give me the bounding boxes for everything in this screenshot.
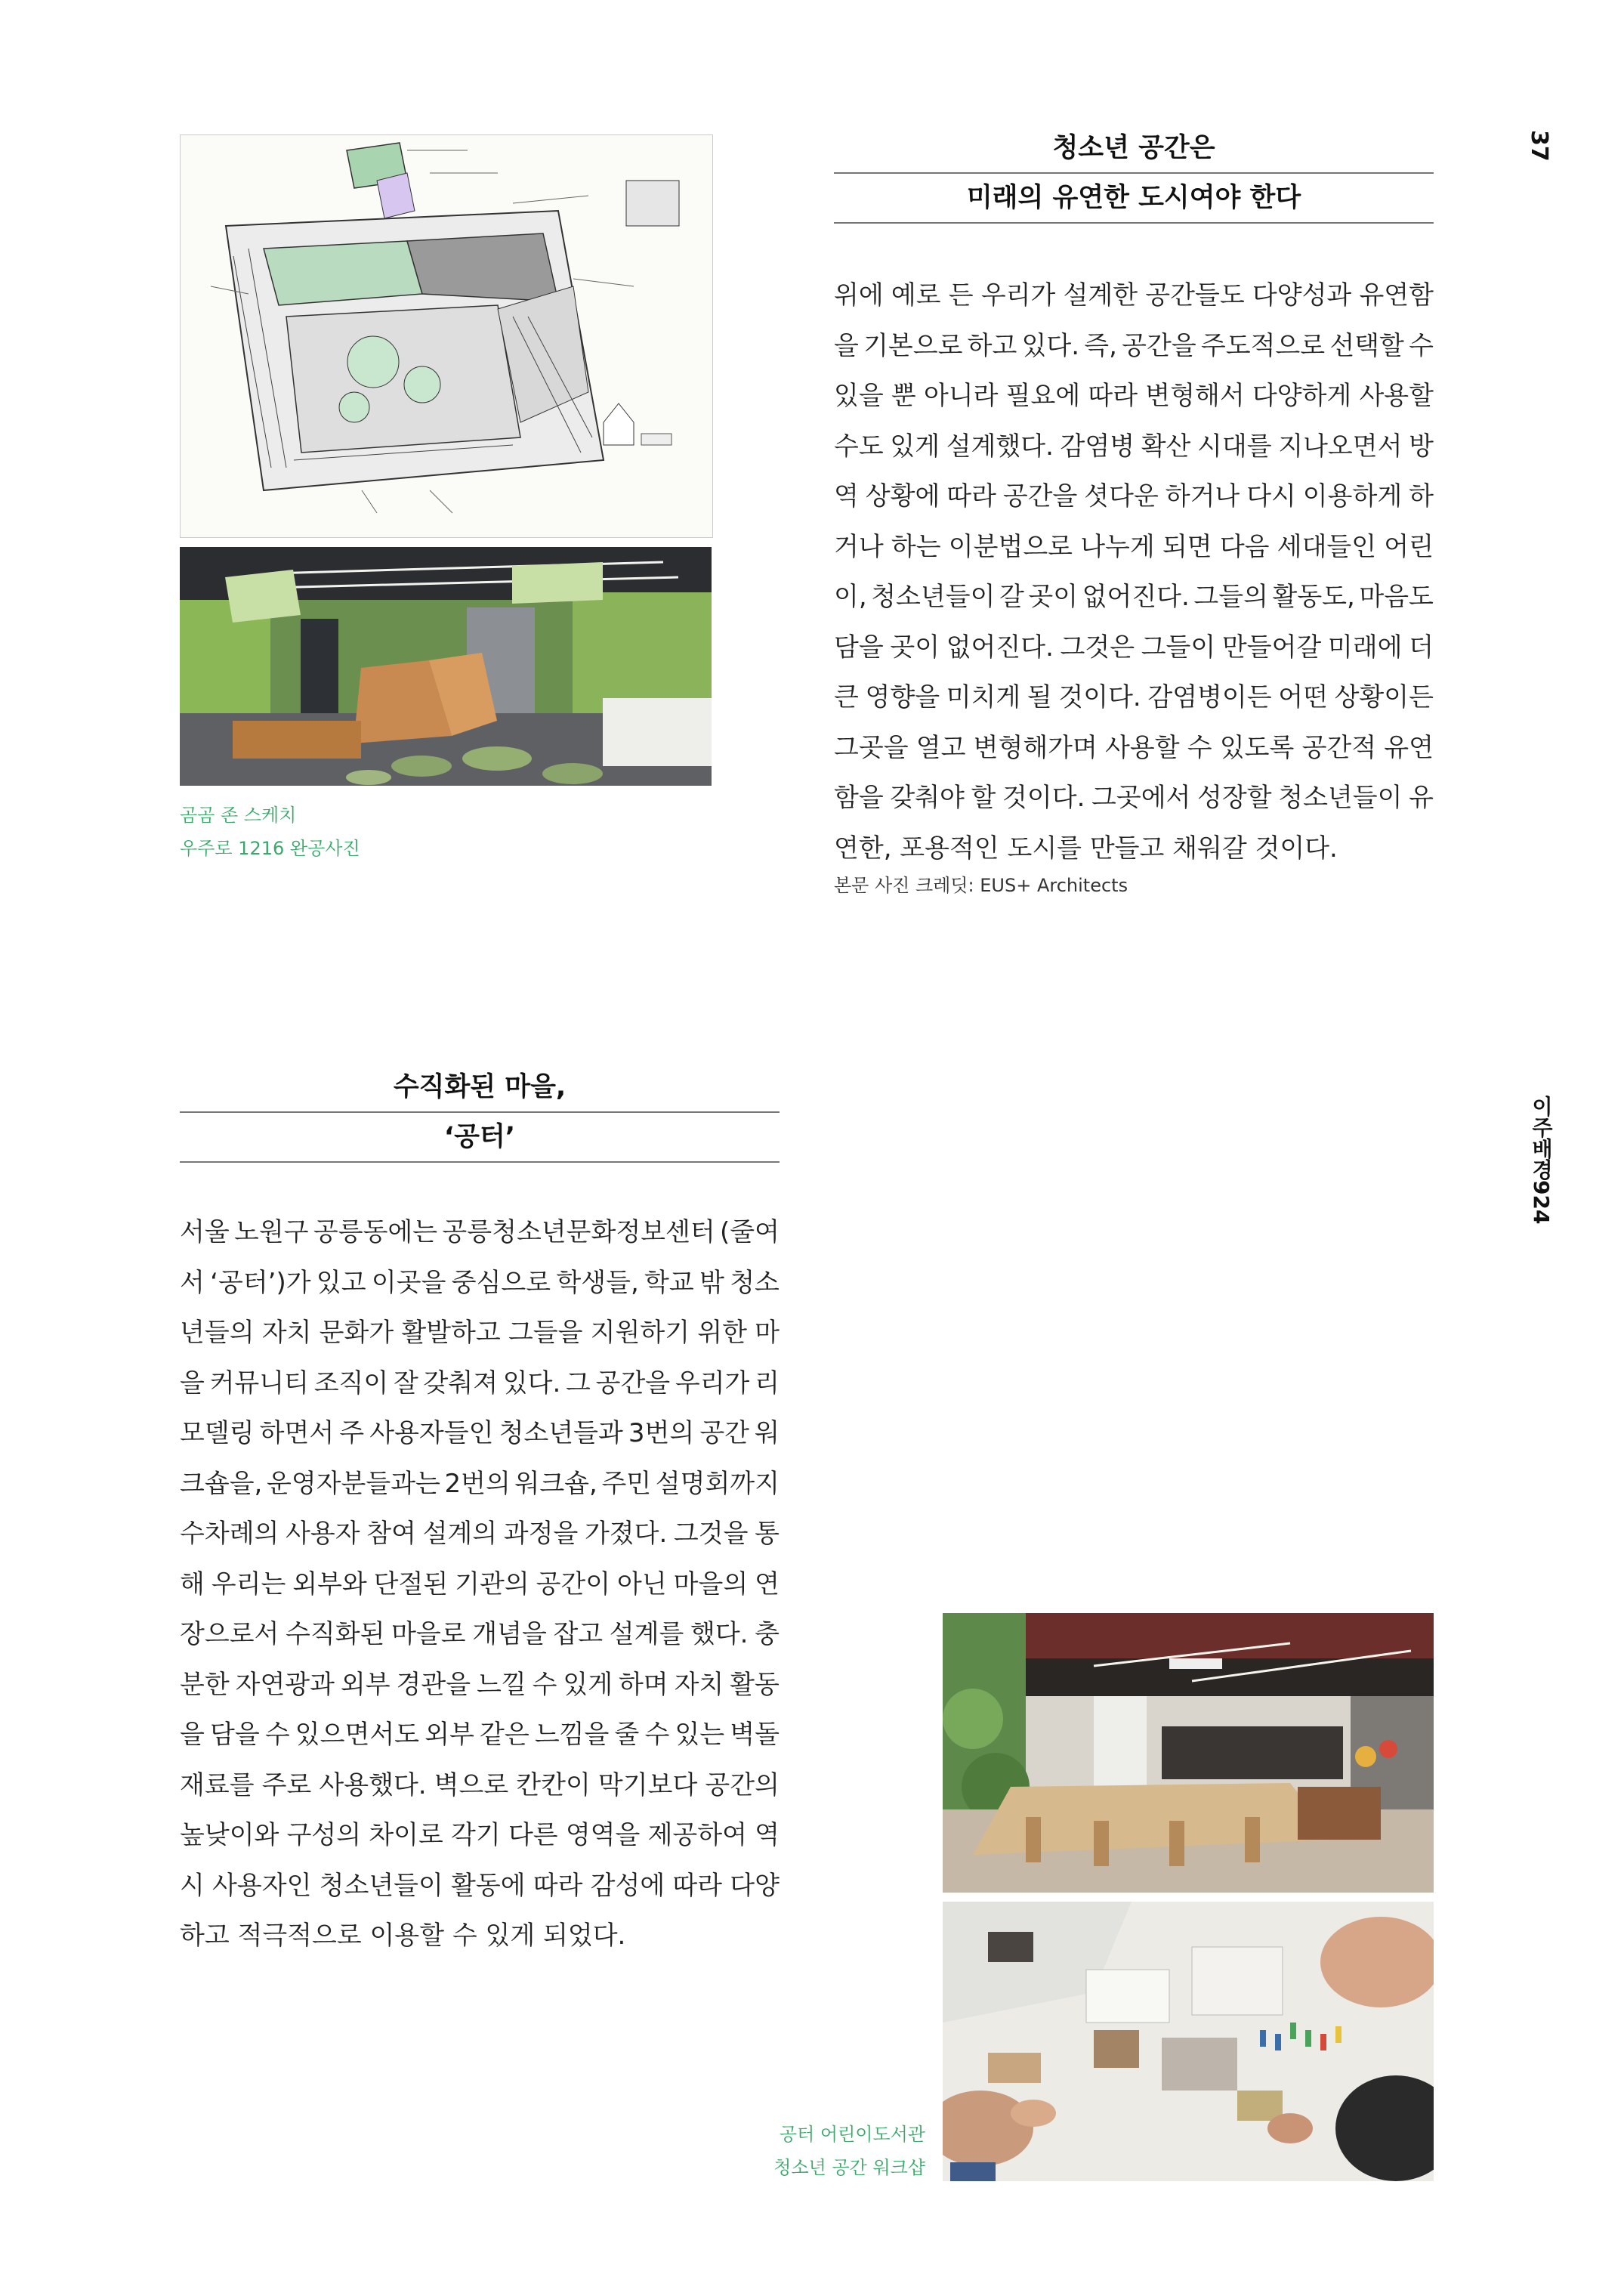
paragraph-line: 크숍을, 운영자분들과는 2번의 워크숍, 주민 설명회까지 bbox=[180, 1468, 780, 1499]
paragraph-line: 함을 갖춰야 할 것이다. 그곳에서 성장할 청소년들이 유 bbox=[834, 783, 1434, 813]
paragraph-line: 재료를 주로 사용했다. 벽으로 칸칸이 막기보다 공간의 bbox=[180, 1769, 780, 1800]
paragraph-line: 을 기본으로 하고 있다. 즉, 공간을 주도적으로 선택할 수 bbox=[834, 330, 1434, 361]
paragraph-line: 모델링 하면서 주 사용자들인 청소년들과 3번의 공간 워 bbox=[180, 1418, 780, 1448]
library-photo bbox=[943, 1613, 1434, 1893]
bottom-left-heading bbox=[180, 1063, 780, 1163]
caption-line: 곰곰 존 스케치 bbox=[180, 805, 297, 826]
page-number: 37 bbox=[1526, 130, 1552, 162]
paragraph-line: 분한 자연광과 외부 경관을 느낄 수 있게 하며 자치 활동 bbox=[180, 1669, 780, 1700]
paragraph-line: 높낮이와 구성의 차이로 각기 다른 영역을 제공하여 역 bbox=[180, 1820, 780, 1850]
paragraph-line: 그곳을 열고 변형해가며 사용할 수 있도록 공간적 유연 bbox=[834, 732, 1434, 763]
top-left-caption bbox=[180, 799, 360, 865]
bottom-left-paragraph bbox=[180, 1207, 780, 1961]
paragraph-line: 장으로서 수직화된 마을로 개념을 잡고 설계를 했다. 충 bbox=[180, 1619, 780, 1649]
paragraph-line: 수차례의 사용자 참여 설계의 과정을 가졌다. 그것을 통 bbox=[180, 1519, 780, 1549]
caption-line: 공터 어린이도서관 bbox=[779, 2124, 925, 2145]
top-right-paragraph bbox=[834, 270, 1434, 873]
heading-line: ‘공터’ bbox=[180, 1113, 780, 1163]
sketch-image bbox=[180, 134, 713, 538]
top-right-heading bbox=[834, 124, 1434, 224]
paragraph-line: 년들의 자치 문화가 활발하고 그들을 지원하기 위한 마 bbox=[180, 1318, 780, 1348]
paragraph-line: 수도 있게 설계했다. 감염병 확산 시대를 지나오면서 방 bbox=[834, 431, 1434, 462]
heading-line: 청소년 공간은 bbox=[834, 124, 1434, 174]
paragraph-line: 연한, 포용적인 도시를 만들고 채워갈 것이다. bbox=[834, 833, 1338, 864]
caption-line: 우주로 1216 완공사진 bbox=[180, 838, 360, 859]
paragraph-line: 위에 예로 든 우리가 설계한 공간들도 다양성과 유연함 bbox=[834, 280, 1434, 311]
paragraph-line: 해 우리는 외부와 단절된 기관의 공간이 아닌 마을의 연 bbox=[180, 1568, 780, 1599]
paragraph-line: 거나 하는 이분법으로 나누게 되면 다음 세대들인 어린 bbox=[834, 531, 1434, 562]
paragraph-line: 담을 곳이 없어진다. 그것은 그들이 만들어갈 미래에 더 bbox=[834, 632, 1434, 663]
heading-line: 미래의 유연한 도시여야 한다 bbox=[834, 174, 1434, 224]
paragraph-line: 을 담을 수 있으면서도 외부 같은 느낌을 줄 수 있는 벽돌 bbox=[180, 1720, 780, 1750]
paragraph-line: 하고 적극적으로 이용할 수 있게 되었다. bbox=[180, 1921, 626, 1951]
paragraph-line: 이, 청소년들이 갈 곳이 없어진다. 그들의 활동도, 마음도 bbox=[834, 582, 1434, 612]
paragraph-line: 큰 영향을 미치게 될 것이다. 감염병이든 어떤 상황이든 bbox=[834, 682, 1434, 712]
heading-line: 수직화된 마을, bbox=[180, 1063, 780, 1113]
photo-credit: 본문 사진 크레딧: EUS+ Architects bbox=[834, 875, 1128, 896]
paragraph-line: 서 ‘공터’)가 있고 이곳을 중심으로 학생들, 학교 밖 청소 bbox=[180, 1267, 780, 1298]
caption-line: 청소년 공간 워크샵 bbox=[773, 2157, 925, 2178]
paragraph-line: 을 커뮤니티 조직이 잘 갖춰져 있다. 그 공간을 우리가 리 bbox=[180, 1367, 780, 1398]
paragraph-line: 서울 노원구 공릉동에는 공릉청소년문화정보센터 (줄여 bbox=[180, 1217, 780, 1247]
workshop-photo bbox=[943, 1902, 1434, 2181]
paragraph-line: 있을 뿐 아니라 필요에 따라 변형해서 다양하게 사용할 bbox=[834, 381, 1434, 411]
interior-photo-1216 bbox=[180, 547, 712, 786]
paragraph-line: 역 상황에 따라 공간을 셧다운 하거나 다시 이용하게 하 bbox=[834, 481, 1434, 511]
magazine-title: 이주배경924 bbox=[1529, 1096, 1554, 1225]
paragraph-line: 시 사용자인 청소년들이 활동에 따라 감성에 따라 다양 bbox=[180, 1870, 780, 1901]
bottom-right-caption bbox=[755, 2118, 925, 2184]
